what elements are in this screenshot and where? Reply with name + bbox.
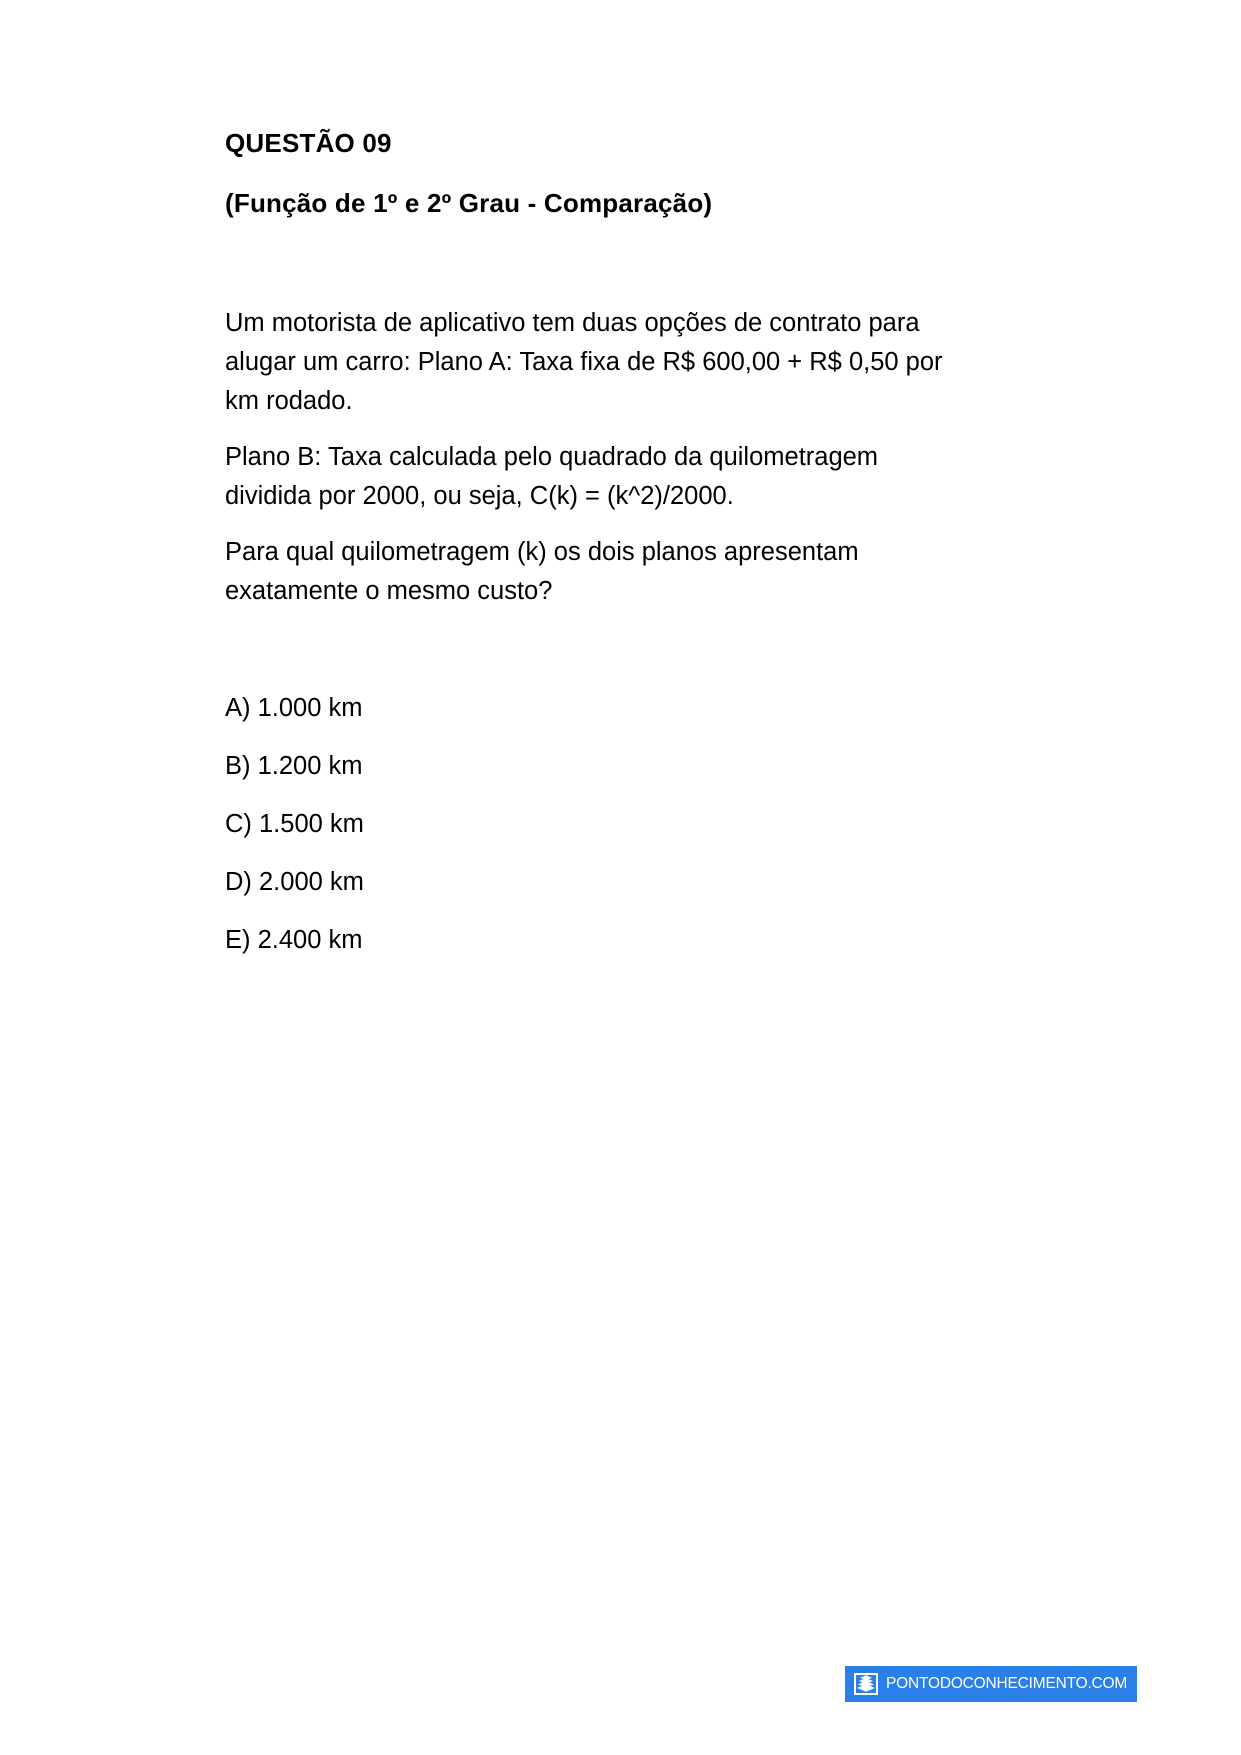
spacer-after-subtitle <box>225 220 985 304</box>
question-subtitle: (Função de 1º e 2º Grau - Comparação) <box>225 188 713 218</box>
book-stack-icon <box>853 1672 879 1696</box>
statement-paragraph-1: Um motorista de aplicativo tem duas opções de contrato para alugar um carro: Plano A: Taxa fixa de R$ 600,00 + R$ 0,50 por km rodado. <box>225 309 943 415</box>
option-d[interactable]: D) 2.000 km <box>225 868 364 896</box>
option-e[interactable]: E) 2.400 km <box>225 926 363 954</box>
spacer-before-options <box>225 611 985 689</box>
question-content <box>225 126 985 960</box>
page-title: QUESTÃO 09 <box>225 128 392 158</box>
option-a[interactable]: A) 1.000 km <box>225 694 363 722</box>
statement-paragraph-3: Para qual quilometragem (k) os dois planos apresentam exatamente o mesmo custo? <box>225 538 859 605</box>
option-b[interactable]: B) 1.200 km <box>225 752 363 780</box>
option-c[interactable]: C) 1.500 km <box>225 810 364 838</box>
watermark-badge <box>845 1666 1137 1702</box>
statement-paragraph-2: Plano B: Taxa calculada pelo quadrado da quilometragem dividida por 2000, ou seja, C(k) = (k^2)/2000. <box>225 443 879 510</box>
watermark-text: PONTODOCONHECIMENTO.COM <box>886 1675 1128 1692</box>
